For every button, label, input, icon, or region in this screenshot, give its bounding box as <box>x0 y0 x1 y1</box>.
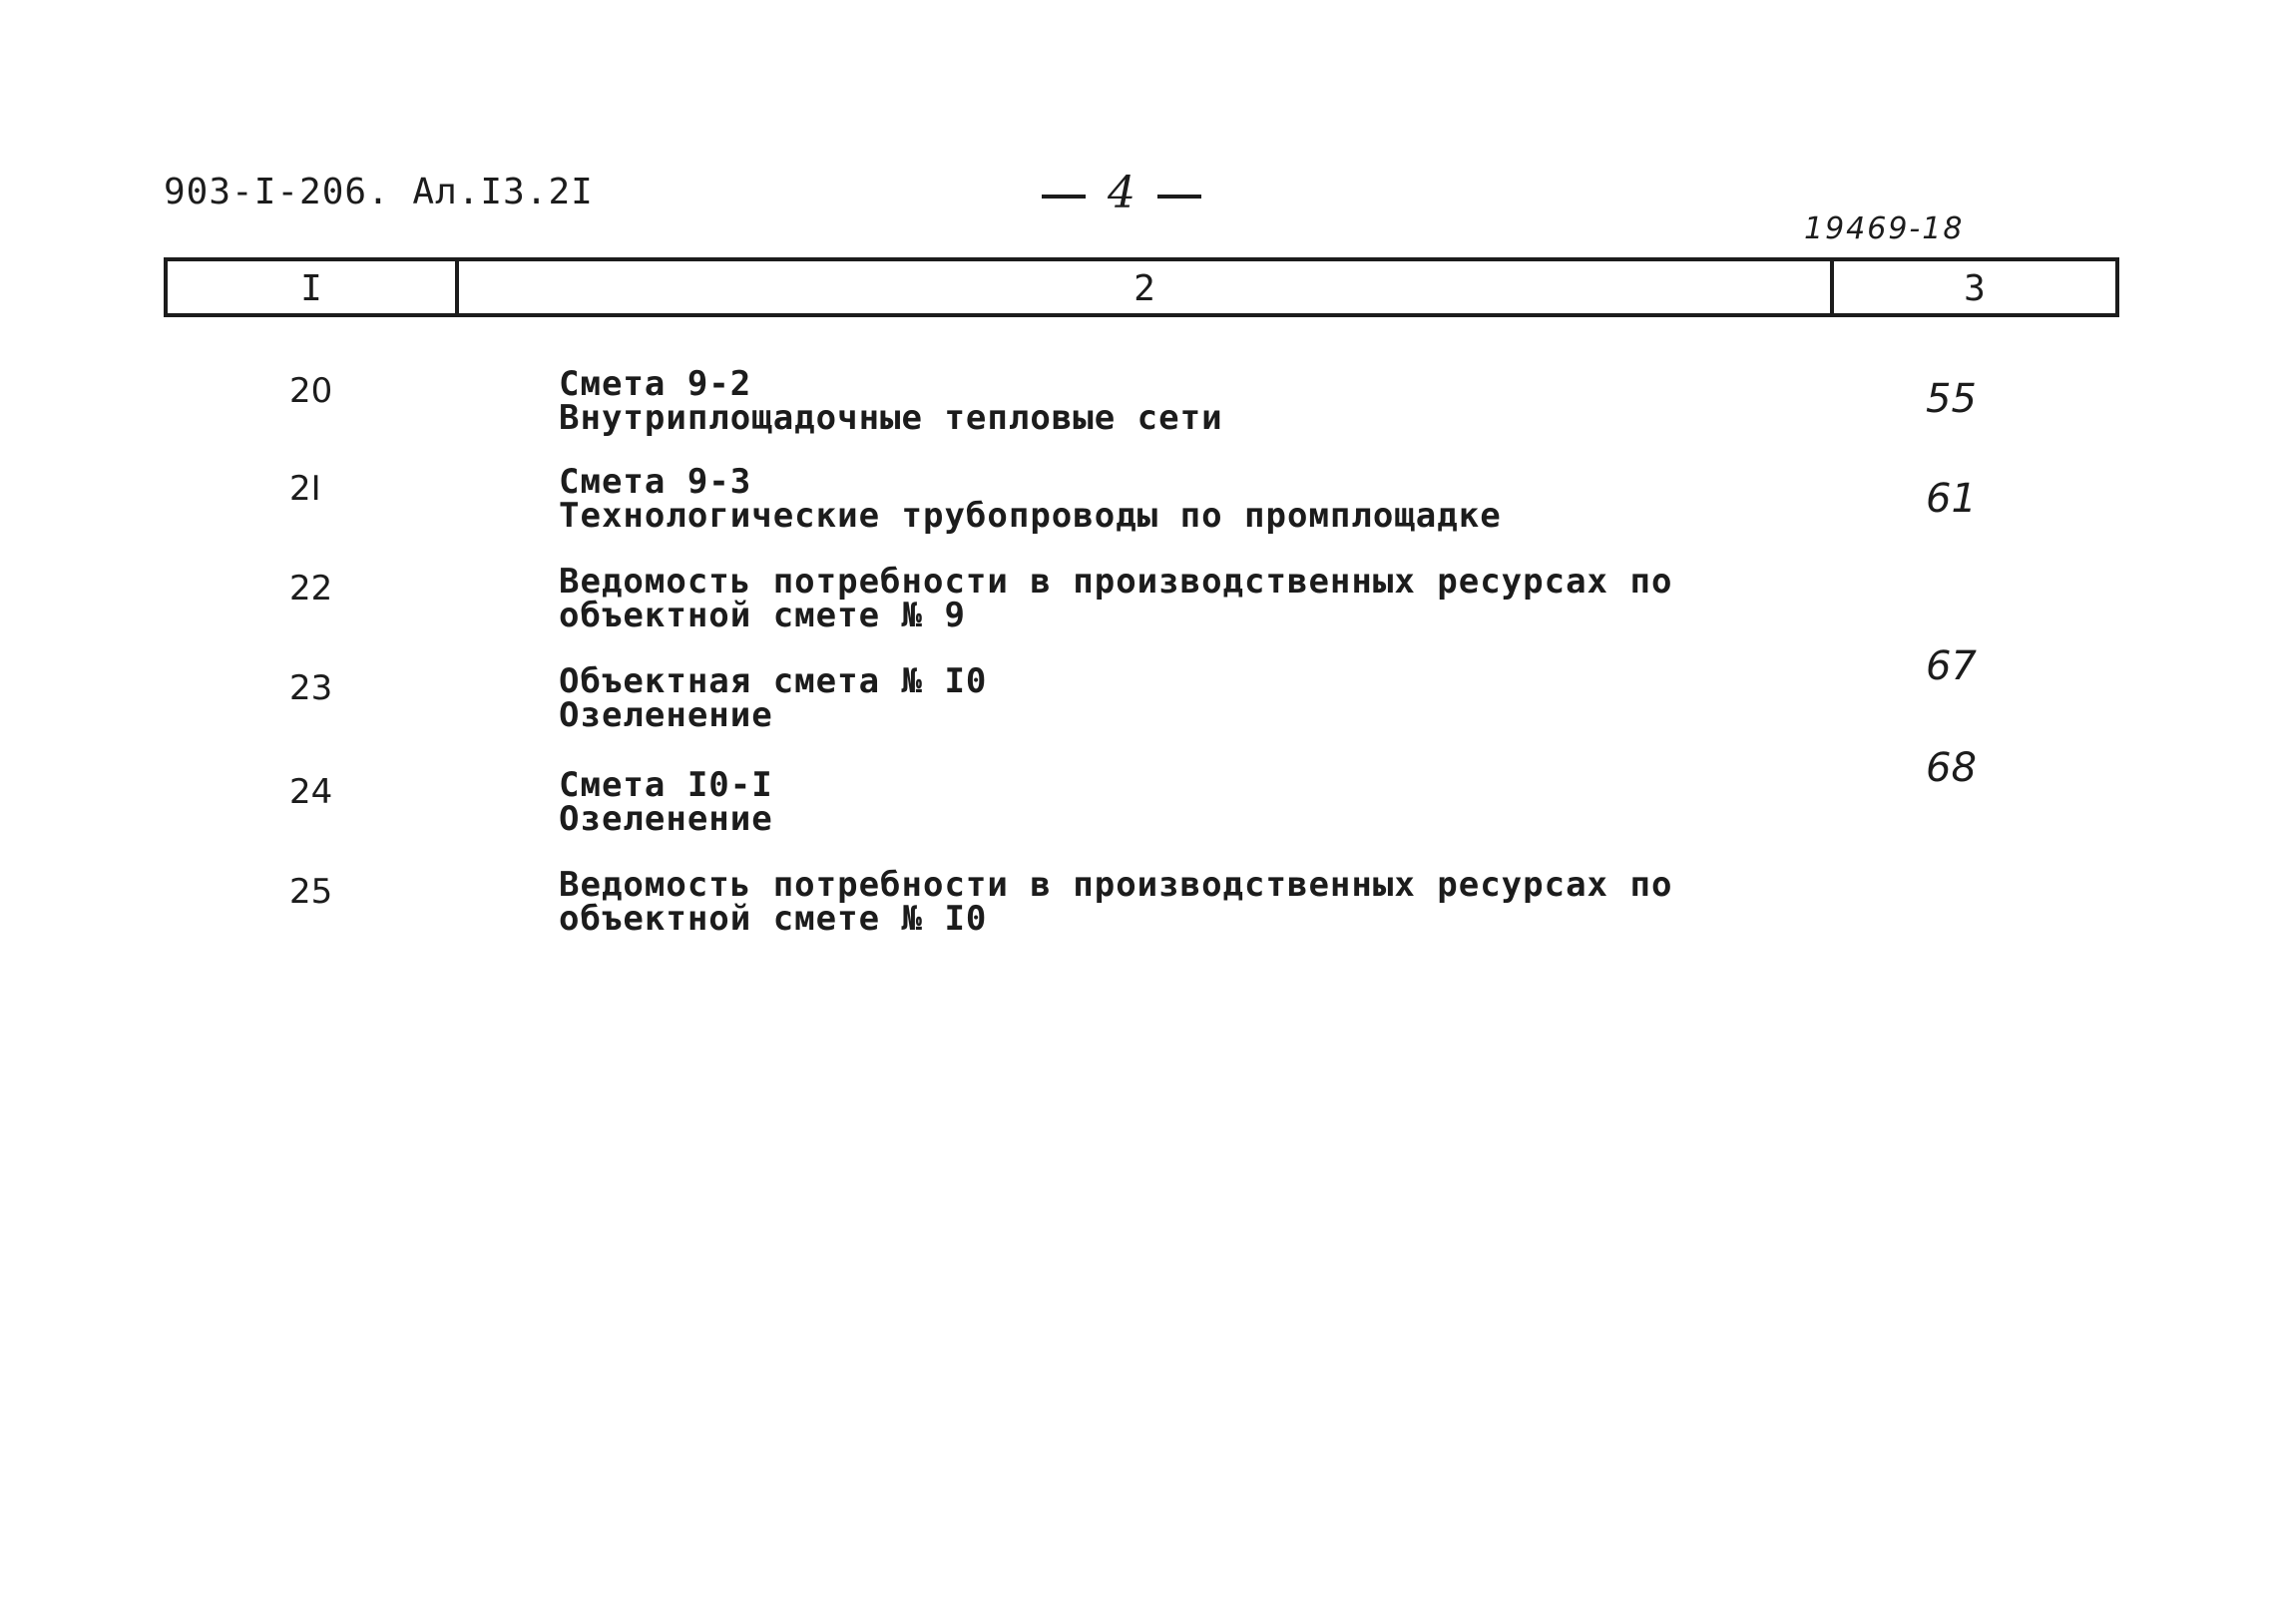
row-number: 25 <box>289 872 333 912</box>
row-description-line1: Смета I0-I <box>559 765 773 805</box>
row-page: 55 <box>1926 376 1977 422</box>
row-description <box>559 765 773 839</box>
row-description-line2: объектной смете № 9 <box>559 596 966 635</box>
archive-stamp: 19469-18 <box>1804 211 1965 246</box>
document-code: 903-I-206. Ал.I3.2I <box>164 172 594 212</box>
row-description-line2: объектной смете № I0 <box>559 899 988 939</box>
table-row <box>0 745 2269 862</box>
row-description <box>559 562 1673 635</box>
row-description-line1: Объектная смета № I0 <box>559 661 988 701</box>
row-description-line2: Озеленение <box>559 695 773 735</box>
row-number: 20 <box>289 371 333 411</box>
page-number <box>1020 168 1223 218</box>
page-number-value: 4 <box>1108 168 1135 218</box>
column-header-3: 3 <box>1830 261 2119 313</box>
row-number: 23 <box>289 668 333 708</box>
page-number-dash-right <box>1157 195 1201 199</box>
row-description <box>559 865 1673 939</box>
row-description <box>559 364 1223 438</box>
row-number: 2I <box>289 469 321 509</box>
row-description-line1: Ведомость потребности в производственных ресурсах по <box>559 865 1673 905</box>
row-page: 61 <box>1926 476 1977 522</box>
row-description <box>559 462 1502 536</box>
row-description-line2: Технологические трубопроводы по промплощадке <box>559 496 1502 536</box>
row-description-line2: Озеленение <box>559 799 773 839</box>
table-row <box>0 865 2269 962</box>
column-header-2: 2 <box>455 261 1830 313</box>
row-description-line2: Внутриплощадочные тепловые сети <box>559 398 1223 438</box>
row-number: 24 <box>289 772 333 812</box>
row-page: 67 <box>1926 643 1977 689</box>
row-description-line1: Смета 9-2 <box>559 364 752 404</box>
table-header <box>164 257 2119 317</box>
row-number: 22 <box>289 569 333 609</box>
row-description-line1: Ведомость потребности в производственных ресурсах по <box>559 562 1673 602</box>
row-description <box>559 661 988 735</box>
column-header-1: I <box>164 261 455 313</box>
row-page: 68 <box>1926 745 1977 791</box>
table-row <box>0 364 2269 461</box>
row-description-line1: Смета 9-3 <box>559 462 752 502</box>
page-number-dash-left <box>1042 195 1086 199</box>
table-row <box>0 462 2269 559</box>
